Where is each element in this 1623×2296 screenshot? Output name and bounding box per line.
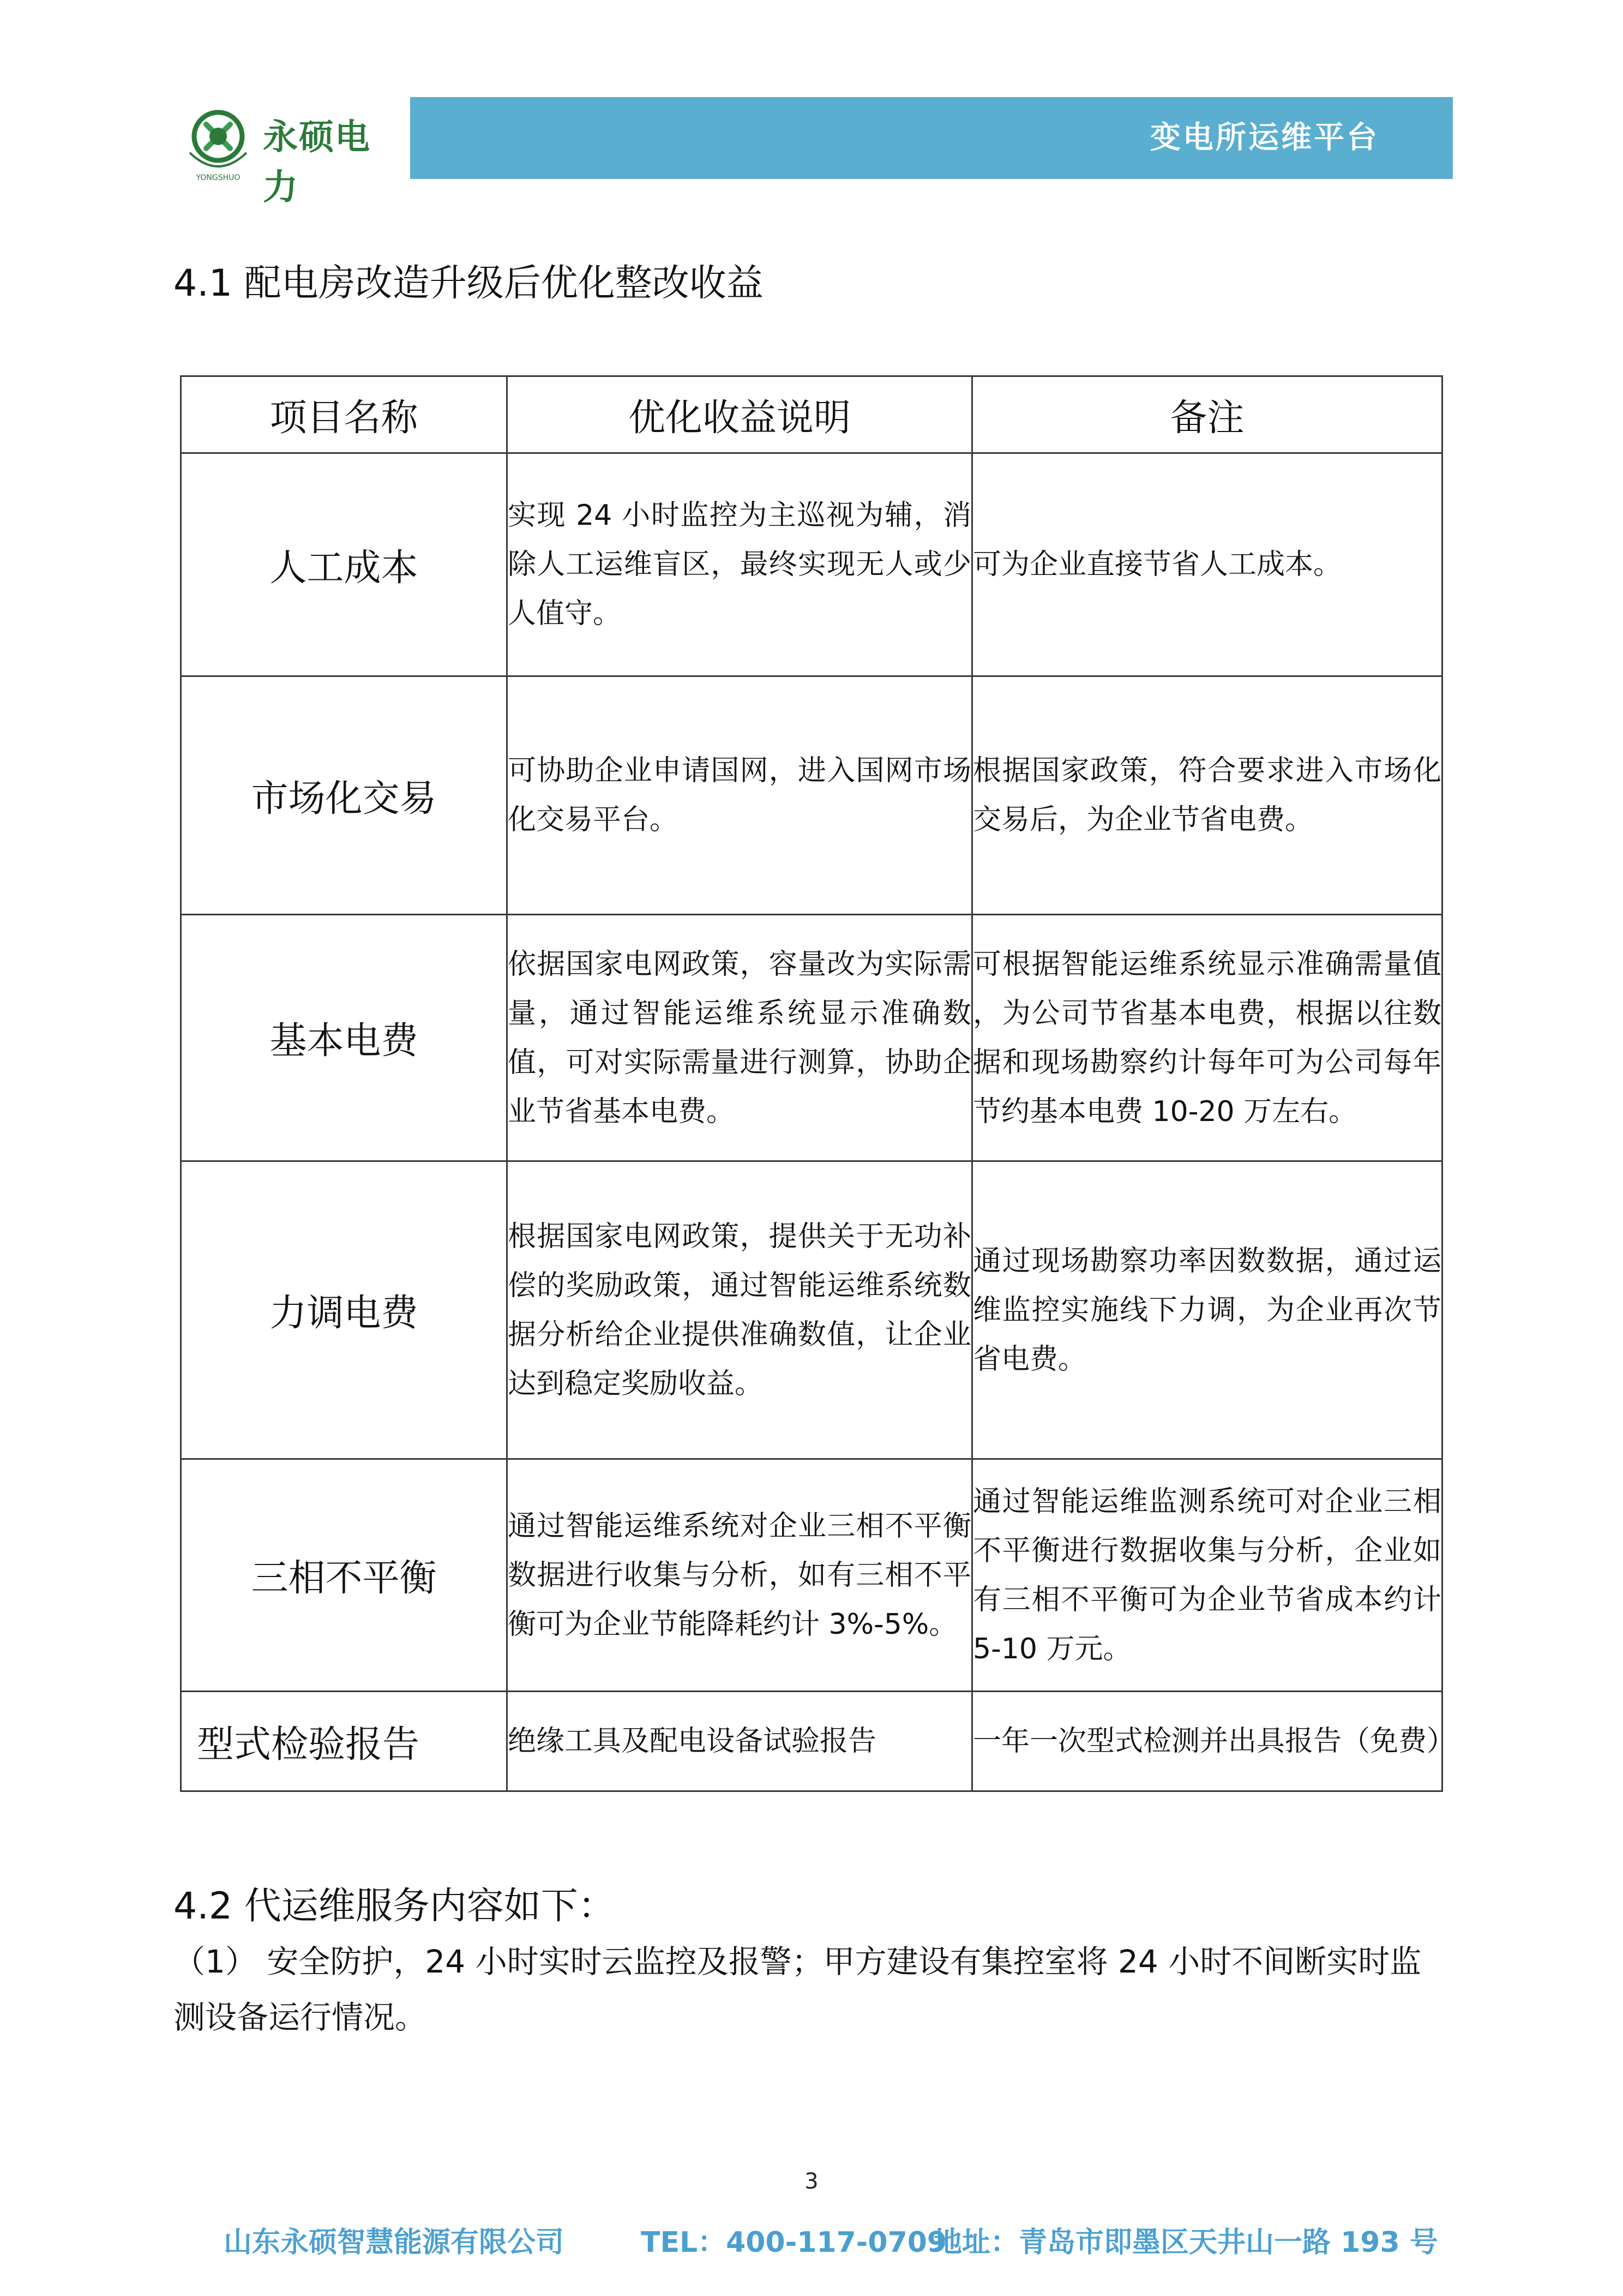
table-row <box>181 1161 1442 1459</box>
table-row <box>181 915 1442 1161</box>
table-row <box>181 1459 1442 1692</box>
item-note: 通过现场勘察功率因数数据，通过运维监控实施线下力调，为企业再次节省电费。 <box>972 1161 1442 1459</box>
section-heading-4-1: 4.1 配电房改造升级后优化整改收益 <box>173 262 764 305</box>
item-name: 人工成本 <box>181 453 507 676</box>
svg-text:YONGSHUO: YONGSHUO <box>196 173 241 182</box>
item-desc: 实现 24 小时监控为主巡视为辅，消除人工运维盲区，最终实现无人或少人值守。 <box>507 453 972 676</box>
table-row <box>181 1692 1442 1791</box>
table-row <box>181 676 1442 915</box>
benefits-table <box>180 375 1456 1792</box>
column-header-note: 备注 <box>972 376 1442 453</box>
footer-address: 地址：青岛市即墨区天井山一路 193 号 <box>934 2226 1438 2259</box>
banner-title: 变电所运维平台 <box>1150 120 1379 155</box>
item-note: 可为企业直接节省人工成本。 <box>972 453 1442 676</box>
section-heading-4-2: 4.2 代运维服务内容如下： <box>173 1885 615 1928</box>
item-desc: 绝缘工具及配电设备试验报告 <box>507 1692 972 1791</box>
company-logo <box>175 93 404 208</box>
yongshuo-logo-icon <box>175 98 262 185</box>
item-desc: 根据国家电网政策，提供关于无功补偿的奖励政策，通过智能运维系统数据分析给企业提供准确数值，让企业达到稳定奖励收益。 <box>507 1161 972 1459</box>
column-header-desc: 优化收益说明 <box>507 376 972 453</box>
footer-company: 山东永硕智慧能源有限公司 <box>224 2226 564 2259</box>
column-header-name: 项目名称 <box>181 376 507 453</box>
table-header-row <box>181 376 1442 453</box>
item-note: 可根据智能运维系统显示准确需量值 ，为公司节省基本电费，根据以往数据和现场勘察约计每年可为公司每年节约基本电费 10-20 万左右。 <box>972 915 1442 1161</box>
item-desc: 通过智能运维系统对企业三相不平衡数据进行收集与分析，如有三相不平衡可为企业节能降耗约计 3%-5%。 <box>507 1459 972 1692</box>
page-number: 3 <box>804 2169 819 2194</box>
item-desc: 可协助企业申请国网，进入国网市场化交易平台。 <box>507 676 972 915</box>
item-name: 型式检验报告 <box>181 1692 507 1791</box>
service-paragraph: （1） 安全防护，24 小时实时云监控及报警；甲方建设有集控室将 24 小时不间断实时监测设备运行情况。 <box>173 1943 1422 2036</box>
item-name: 基本电费 <box>181 915 507 1161</box>
item-note: 根据国家政策，符合要求进入市场化交易后，为企业节省电费。 <box>972 676 1442 915</box>
item-name: 市场化交易 <box>181 676 507 915</box>
company-name: 永硕电力 <box>263 117 371 208</box>
item-desc: 依据国家电网政策，容量改为实际需量，通过智能运维系统显示准确数值，可对实际需量进行测算，协助企业节省基本电费。 <box>507 915 972 1161</box>
item-note: 一年一次型式检测并出具报告（免费） <box>972 1692 1442 1791</box>
page-footer <box>0 2219 1623 2263</box>
item-name: 力调电费 <box>181 1161 507 1459</box>
item-note: 通过智能运维监测系统可对企业三相不平衡进行数据收集与分析，企业如有三相不平衡可为企业节省成本约计 5-10 万元。 <box>972 1459 1442 1692</box>
table-row <box>181 453 1442 676</box>
item-name: 三相不平衡 <box>181 1459 507 1692</box>
header-banner <box>410 97 1453 179</box>
page-header <box>0 0 1623 208</box>
footer-tel: TEL：400-117-0709 <box>641 2226 947 2259</box>
